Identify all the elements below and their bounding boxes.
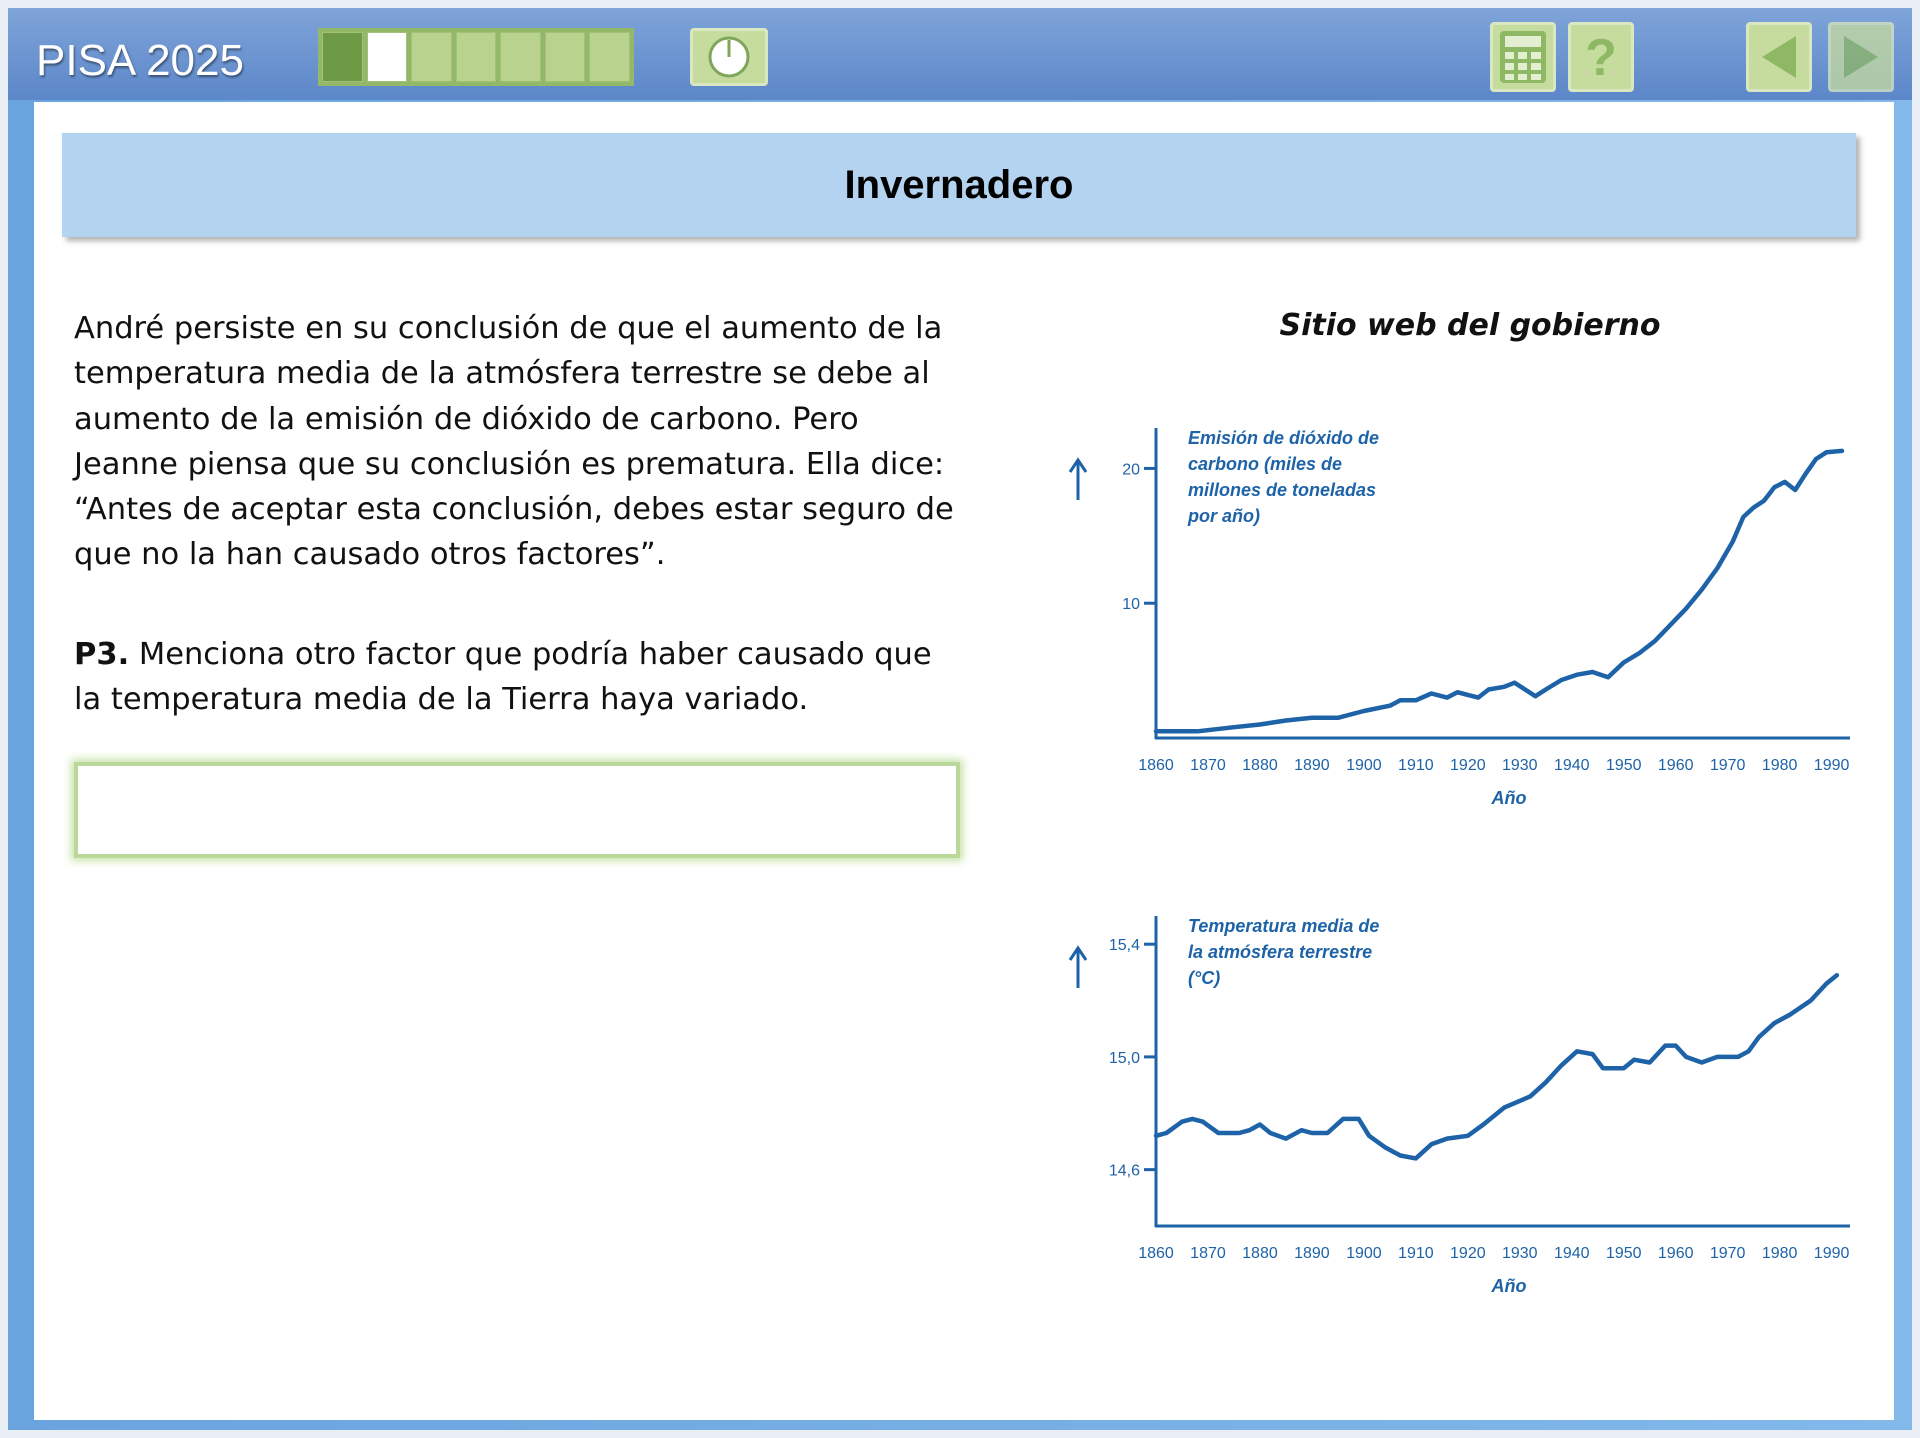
x-tick-label: 1940 [1553,1245,1590,1262]
x-tick-label: 1900 [1346,1245,1382,1262]
x-tick-label: 1880 [1242,1245,1278,1262]
x-axis-label: Año [1491,788,1527,808]
x-tick-label: 1910 [1398,757,1434,774]
chart-title-line: (°C) [1188,968,1221,988]
x-tick-label: 1860 [1138,1245,1174,1262]
passage-line: aumento de la emisión de dióxido de carbono. Pero [74,401,859,437]
x-tick-label: 1900 [1346,757,1382,774]
forward-arrow-icon [1838,32,1884,82]
back-button[interactable] [1746,22,1812,92]
x-tick-label: 1930 [1501,757,1538,774]
y-tick-label: 15,4 [1108,937,1140,955]
x-tick-label: 1890 [1294,1245,1330,1262]
x-tick-label: 1930 [1501,1245,1538,1262]
progress-segment-7 [589,32,630,82]
progress-segment-4 [456,32,497,82]
question-text [74,632,974,723]
timer-icon [706,34,752,80]
help-icon [1578,29,1624,85]
source-title: Sitio web del gobierno [1279,308,1661,343]
progress-segment-5 [500,32,541,82]
x-tick-label: 1950 [1605,1245,1642,1262]
calculator-button[interactable] [1490,22,1556,92]
svg-text:?: ? [1585,29,1617,85]
x-tick-label: 1920 [1450,1245,1486,1262]
unit-title-bar [62,133,1856,237]
passage-line: André persiste en su conclusión de que el aumento de la [74,311,943,346]
help-button[interactable] [1568,22,1634,92]
passage-line: temperatura media de la atmósfera terrestre se debe al [74,356,930,392]
question-line: la temperatura media de la Tierra haya variado. [74,682,809,718]
progress-bar [318,28,634,86]
chart-title-line: por año) [1188,506,1260,526]
progress-segment-2 [367,32,408,82]
x-tick-label: 1970 [1709,757,1746,774]
chart-title-line: Emisión de dióxido de [1188,428,1380,448]
brand-title: PISA 2025 [36,36,244,85]
x-tick-label: 1870 [1190,1245,1226,1262]
x-axis-label: Año [1491,1276,1527,1296]
x-tick-label: 1870 [1190,757,1226,774]
x-tick-label: 1990 [1813,757,1850,774]
chart-title-line: millones de toneladas [1188,480,1377,500]
chart-title-line: Temperatura media de [1188,916,1380,936]
timer-button[interactable] [690,28,768,86]
passage-line: que no la han causado otros factores”. [74,537,666,573]
passage-line: Jeanne piensa que su conclusión es prematura. Ella dice: [74,446,945,482]
chart-title-line: carbono (miles de [1188,454,1343,474]
question-line-text: Menciona otro factor que podría haber causado que [138,637,932,672]
question-line [74,632,974,677]
x-tick-label: 1950 [1605,757,1642,774]
passage-text [74,306,974,578]
chart-title-line: la atmósfera terrestre [1188,942,1373,962]
x-tick-label: 1980 [1761,757,1798,774]
x-tick-label: 1990 [1813,1245,1850,1262]
progress-segment-6 [545,32,586,82]
answer-input[interactable] [74,762,960,858]
x-tick-label: 1860 [1138,757,1174,774]
x-tick-label: 1970 [1709,1245,1746,1262]
forward-button[interactable] [1828,22,1894,92]
x-tick-label: 1940 [1553,757,1590,774]
x-tick-label: 1910 [1398,1245,1434,1262]
progress-segment-3 [411,32,452,82]
back-arrow-icon [1756,32,1802,82]
co2-emission-chart [1060,408,1860,818]
y-tick-label: 15,0 [1108,1049,1140,1067]
x-tick-label: 1890 [1294,757,1330,774]
question-id: P3. [74,637,130,672]
y-tick-label: 20 [1122,461,1140,479]
y-tick-label: 14,6 [1108,1162,1140,1180]
temperature-chart [1060,896,1860,1306]
progress-segment-1 [322,32,363,82]
x-tick-label: 1920 [1450,757,1486,774]
x-tick-label: 1980 [1761,1245,1798,1262]
x-tick-label: 1960 [1657,757,1694,774]
x-tick-label: 1960 [1657,1245,1694,1262]
series-line [1156,975,1837,1158]
calculator-icon [1498,29,1548,85]
y-tick-label: 10 [1122,596,1140,614]
unit-title: Invernadero [844,162,1074,207]
x-tick-label: 1880 [1242,757,1278,774]
passage-line: “Antes de aceptar esta conclusión, debes estar seguro de [74,492,954,528]
